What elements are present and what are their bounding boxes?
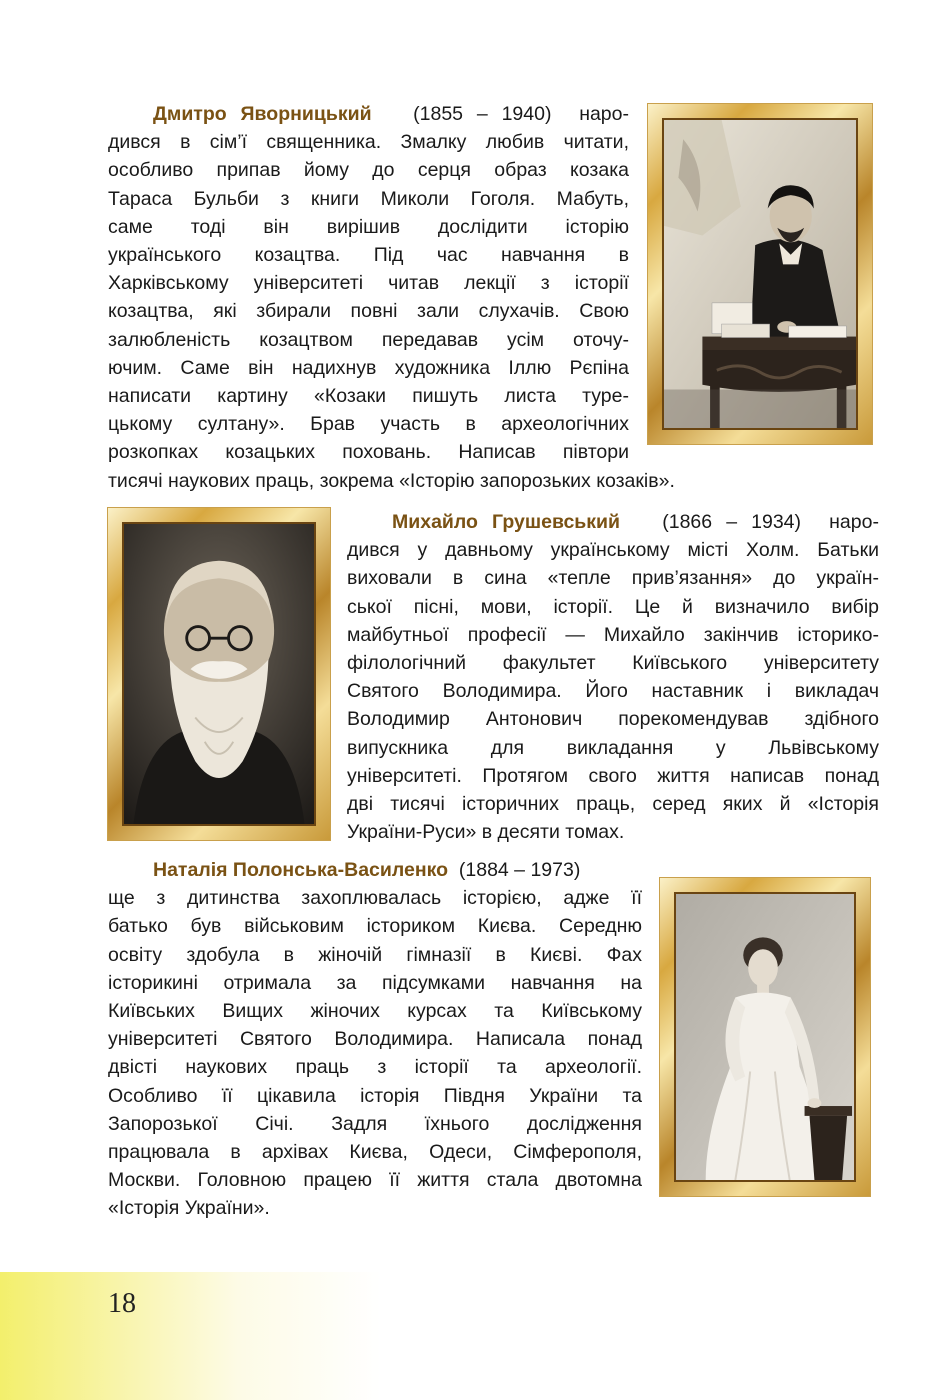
text-line: Святого Володимира. Його наставник і викладач [347, 680, 879, 703]
person-name: Наталія Полонська-Василенко [153, 859, 449, 881]
text-line: саме тоді він вирішив дослідити історію [108, 215, 629, 238]
person-name: Дмитро Яворницький [153, 103, 372, 125]
paragraph-yavornytsky: Дмитро Яворницький (1855 – 1940) наро- дився в сім’ї священника. Змалку любив читати, особливо припав йому до серця образ козака Тараса Бульби з книги Миколи Гоголя. Мабуть, саме тоді він вирішив дослідити історію українського козацтва. Під час навчання в Харківському університеті читав лекції з історії козацтва, які збирали повні зали слухачів. Свою залюбленість козацтвом передавав усім оточу- ючим. Саме він надихнув художника Іллю Рєпіна написати картину «Козаки пишуть листа туре- цькому султану». Брав участь в археологічних розкопках козацьких поховань. Написав півтори [108, 100, 629, 467]
life-dates: (1855 – 1940) [413, 103, 552, 125]
photo-bearded-man-image [124, 524, 314, 824]
text-line: батько був військовим істориком Києва. Середню [108, 915, 642, 938]
paragraph-hrushevsky: Михайло Грушевський (1866 – 1934) наро- дився у давньому українському місті Холм. Батьки виховали в сина «тепле прив’язання» до україн- ської пісні, мови, історії. Це й визначило вибір майбутньої професії — Михайло закінчив історико- філологічний факультет Київського університету Святого Володимира. Його наставник і викладач Володимир Антонович порекомендував здібного випускника для викладання у Львівському університеті. Протягом свого життя написав понад дві тисячі історичних праць, серед яких й «Історія України-Руси» в десяти томах. [347, 508, 879, 846]
life-dates: (1866 – 1934) [662, 511, 801, 533]
text-line: університеті. Протягом свого життя написав понад [347, 764, 879, 787]
text-line: випускника для викладання у Львівському [347, 736, 879, 759]
portrait-hrushevsky [108, 508, 330, 840]
text-line: ще з дитинства захоплювалась історією, адже її [108, 887, 642, 910]
text-line: козацтва, які збирали повні зали слухачів. Свою [108, 300, 629, 323]
portrait-yavornytsky [648, 104, 872, 444]
text-line: особливо припав йому до серця образ козака [108, 159, 629, 182]
paragraph-polonska-vasylenko [108, 856, 642, 1223]
text-line: дві тисячі історичних праць, серед яких й «Історія [347, 793, 879, 816]
life-dates: (1884 – 1973) [458, 859, 581, 881]
text-line: Харківському університеті читав лекції з історії [108, 272, 629, 295]
text-line: ючим. Саме він надихнув художника Іллю Рєпіна [108, 356, 629, 379]
text-line: ської пісні, мови, історії. Це й визначило вибір [347, 595, 879, 618]
text-line: Тараса Бульби з книги Миколи Гоголя. Мабуть, [108, 187, 629, 210]
text-line: виховали в сина «тепле прив’язання» до україн- [347, 567, 879, 590]
text-line: філологічний факультет Київського університету [347, 652, 879, 675]
text-line: дився в сім’ї священника. Змалку любив читати, [108, 131, 629, 154]
text-line: дився у давньому українському місті Холм. Батьки [347, 539, 879, 562]
text-line: залюбленість козацтвом передавав усім оточу- [108, 328, 629, 351]
page-number: 18 [108, 1288, 136, 1319]
text-line: Москви. Головною працею її життя стала двотомна [108, 1169, 642, 1192]
text-line: України-Руси» в десяти томах. [347, 821, 625, 844]
text-line: «Історія України». [108, 1197, 270, 1220]
text-line: написати картину «Козаки пишуть листа туре- [108, 385, 629, 408]
text-line: майбутньої професії — Михайло закінчив історико- [347, 623, 879, 646]
person-name: Михайло Грушевський [392, 511, 621, 533]
text-line: Особливо її цікавила історія Півдня України та [108, 1084, 642, 1107]
photo-man-writing-image [664, 120, 856, 428]
text-line: Володимир Антонович порекомендував здібного [347, 708, 879, 731]
text-line: працювала в архівах Києва, Одеси, Сімферополя, [108, 1141, 642, 1164]
page-corner-band [0, 1272, 952, 1400]
text-line: цькому султану». Брав участь в археологічних [108, 413, 629, 436]
text-line: розкопках козацьких поховань. Написав півтори [108, 441, 629, 464]
text-line: українського козацтва. Під час навчання в [108, 244, 629, 267]
text-line: Запорозької Січі. Задля їхнього дослідження [108, 1112, 642, 1135]
text-line: історикині отримала за підсумками навчання на [108, 971, 642, 994]
text-line: університеті Святого Володимира. Написала понад [108, 1028, 642, 1051]
text-line: Київських Вищих жіночих курсах та Київському [108, 1000, 642, 1023]
text-line: двісті наукових праць з історії та археології. [108, 1056, 642, 1079]
paragraph-yavornytsky-end [108, 467, 768, 495]
text-line: тисячі наукових праць, зокрема «Історію запорозьких козаків». [108, 470, 675, 492]
text-line: освіту здобула в жіночій гімназії в Києві. Фах [108, 943, 642, 966]
portrait-polonska-vasylenko [660, 878, 870, 1196]
photo-woman-white-dress-image [676, 894, 854, 1180]
